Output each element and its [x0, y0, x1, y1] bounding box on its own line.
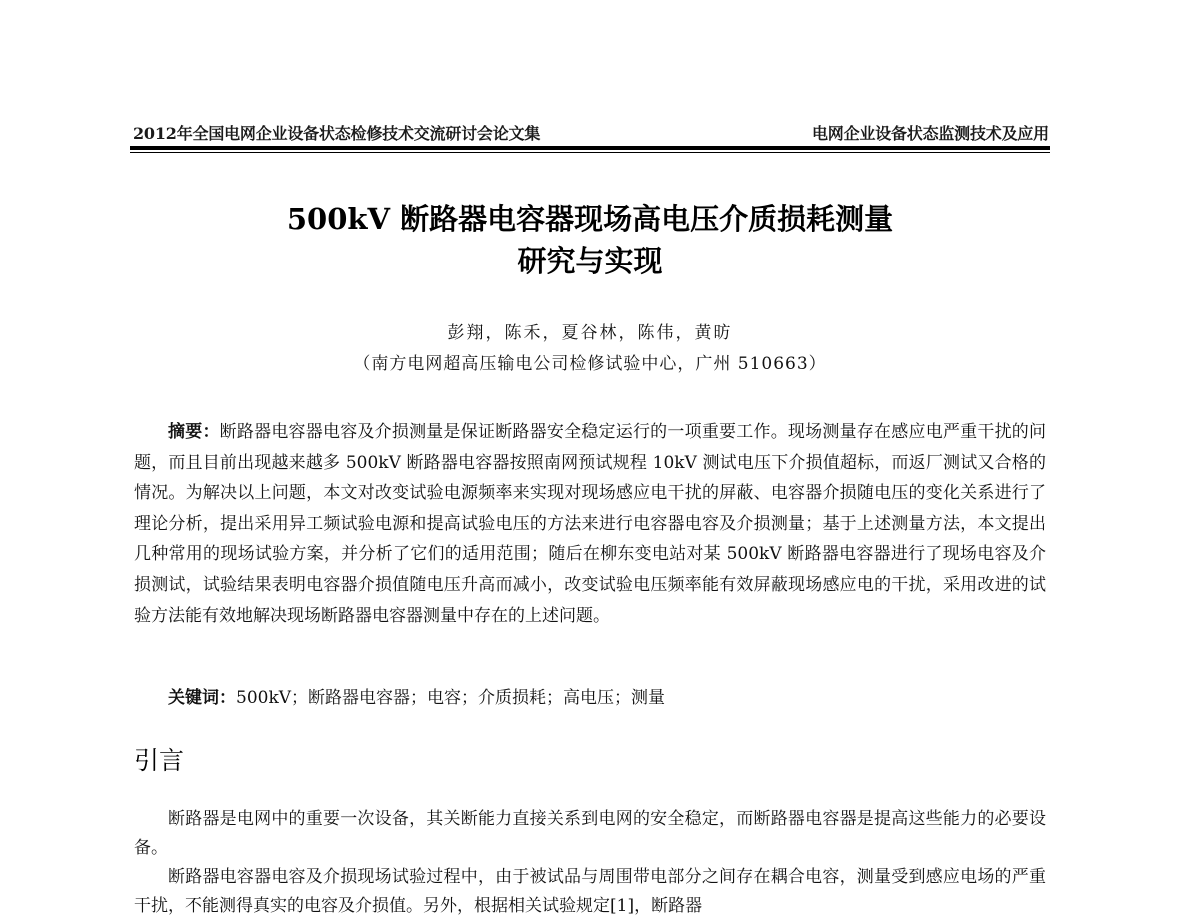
header-rule-thin: [130, 152, 1050, 153]
header-proceedings-title: 2012年全国电网企业设备状态检修技术交流研讨会论文集: [133, 124, 541, 143]
keywords-label: 关键词：: [168, 688, 236, 708]
paper-title: [130, 198, 1050, 282]
abstract-text: 断路器电容器电容及介损测量是保证断路器安全稳定运行的一项重要工作。现场测量存在感应电严重干扰的问题，而且目前出现越来越多 500kV 断路器电容器按照南网预试规程 10kV 测试电压下介损值超标，而返厂测试又合格的情况。为解决以上问题，本文对改变试验电源频率来实现对现场感应电干扰的屏蔽、电容器介损随电压的变化关系进行了理论分析，提出采用异工频试验电源和提高试验电压的方法来进行电容器电容及介损测量；基于上述测量方法，本文提出几种常用的现场试验方案，并分析了它们的适用范围；随后在柳东变电站对某 500kV 断路器电容器进行了现场电容及介损测试，试验结果表明电容器介损值随电压升高而减小，改变试验电压频率能有效屏蔽现场感应电的干扰，采用改进的试验方法能有效地解决现场断路器电容器测量中存在的上述问题。: [134, 422, 1047, 626]
body-text: [134, 805, 1046, 921]
header-rule-thick: [130, 146, 1050, 150]
header-section-title: 电网企业设备状态监测技术及应用: [811, 124, 1049, 143]
section-heading: 引言: [134, 746, 185, 775]
keywords: [134, 684, 1046, 712]
paper-title-line1: 500kV 断路器电容器现场高电压介质损耗测量: [286, 202, 894, 236]
body-paragraph: 断路器电容器电容及介损现场试验过程中，由于被试品与周围带电部分之间存在耦合电容，测量受到感应电场的严重干扰，不能测得真实的电容及介损值。另外，根据相关试验规定[1]，断路器: [134, 867, 1046, 916]
abstract-label: 摘要：: [168, 422, 220, 442]
running-header: [133, 121, 1049, 143]
abstract: [134, 417, 1046, 631]
affiliation: （南方电网超高压输电公司检修试验中心，广州 510663）: [353, 354, 827, 374]
keywords-text: 500kV；断路器电容器；电容；介质损耗；高电压；测量: [236, 688, 666, 708]
body-paragraph: 断路器是电网中的重要一次设备，其关断能力直接关系到电网的安全稳定，而断路器电容器是提高这些能力的必要设备。: [134, 809, 1046, 858]
authors: 彭翔，陈禾，夏谷林，陈伟，黄昉: [447, 323, 733, 343]
paper-title-line2: 研究与实现: [517, 244, 663, 278]
